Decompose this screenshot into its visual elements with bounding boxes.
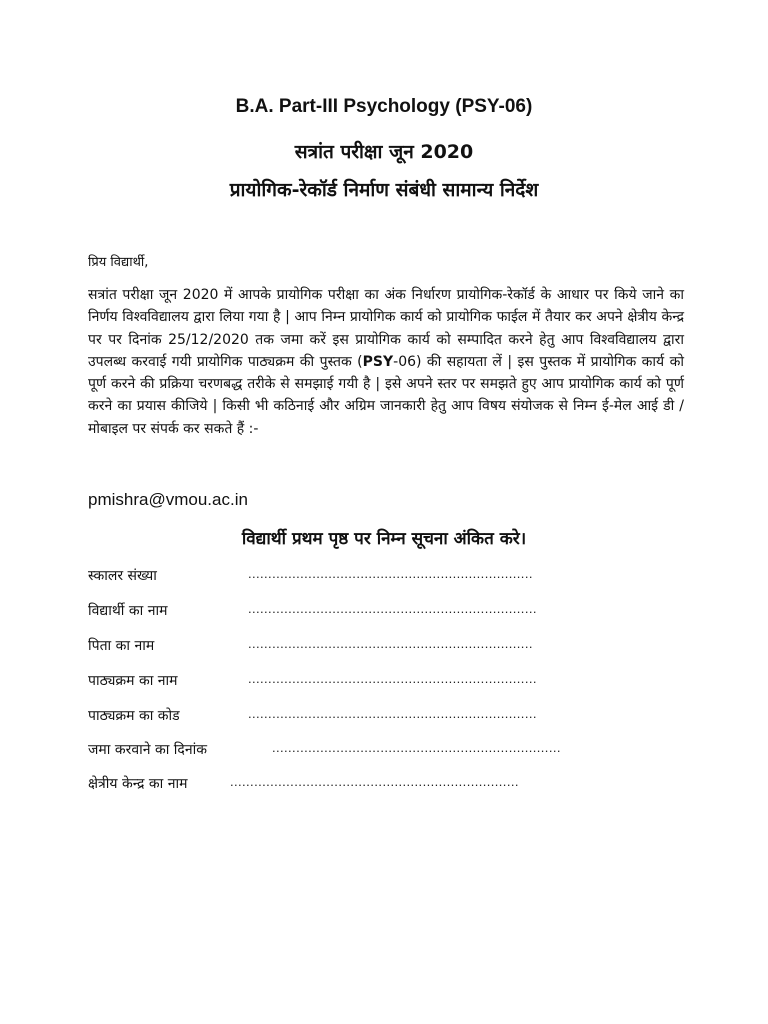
field-label: विद्यार्थी का नाम [88, 603, 168, 619]
instructions-paragraph [88, 284, 684, 440]
field-blank-line: ........................................................................ [248, 601, 537, 616]
paragraph-text-start: सत्रांत परीक्षा जून 2020 में आपके प्रायोगिक परीक्षा का अंक निर्धारण प्रायोगिक-रेकॉर्ड के आधार पर किये जाने का निर्णय विश्वविद्यालय द्वारा लिया गया है | आप निम्न प्रायोगिक कार्य को प्रायोगिक फाईल में तैयार कर अपने क्षेत्रीय केन्द्र पर पर दिनांक 25/12/2020 तक जमा करें इस प्रायोगिक कार्य को सम्पादित करने हेतु आप विश्वविद्यालय द्वारा उपलब्ध करवाई गयी प्रायोगिक पाठ्यक्रम की पुस्तक ( [88, 287, 684, 370]
field-label: क्षेत्रीय केन्द्र का नाम [88, 776, 188, 792]
instructions-title: प्रायोगिक-रेकॉर्ड निर्माण संबंधी सामान्य निर्देश [229, 179, 539, 201]
form-heading: विद्यार्थी प्रथम पृष्ठ पर निम्न सूचना अंकित करे। [241, 529, 527, 549]
field-blank-line: ....................................................................... [248, 636, 533, 651]
exam-title: सत्रांत परीक्षा जून 2020 [294, 141, 474, 163]
field-blank-line: ........................................................................ [248, 706, 537, 721]
contact-email: pmishra@vmou.ac.in [88, 490, 248, 509]
salutation: प्रिय विद्यार्थी, [88, 255, 149, 270]
field-label: पिता का नाम [88, 638, 155, 654]
field-label: जमा करवाने का दिनांक [88, 742, 207, 758]
field-label: पाठ्यक्रम का नाम [88, 673, 178, 689]
field-label: स्कालर संख्या [88, 568, 157, 584]
course-code-bold: PSY [362, 353, 394, 370]
field-blank-line: ........................................................................ [272, 740, 561, 755]
field-blank-line: ....................................................................... [248, 566, 533, 581]
field-blank-line: ........................................................................ [230, 774, 519, 789]
paragraph-text-end: -06) की सहायता लें | इस पुस्तक में प्रायोगिक कार्य को पूर्ण करने की प्रक्रिया चरणबद्ध तरीके से समझाई गयी है | इसे अपने स्तर पर समझते हुए आप प्रायोगिक कार्य को पूर्ण करने का प्रयास कीजिये | किसी भी कठिनाई और अग्रिम जानकारी हेतु आप विषय संयोजक से निम्न ई-मेल आई डी / मोबाइल पर संपर्क कर सकते हैं :- [88, 353, 684, 437]
field-blank-line: ........................................................................ [248, 671, 537, 686]
field-label: पाठ्यक्रम का कोड [88, 708, 180, 724]
course-title: B.A. Part-III Psychology (PSY-06) [235, 96, 533, 117]
